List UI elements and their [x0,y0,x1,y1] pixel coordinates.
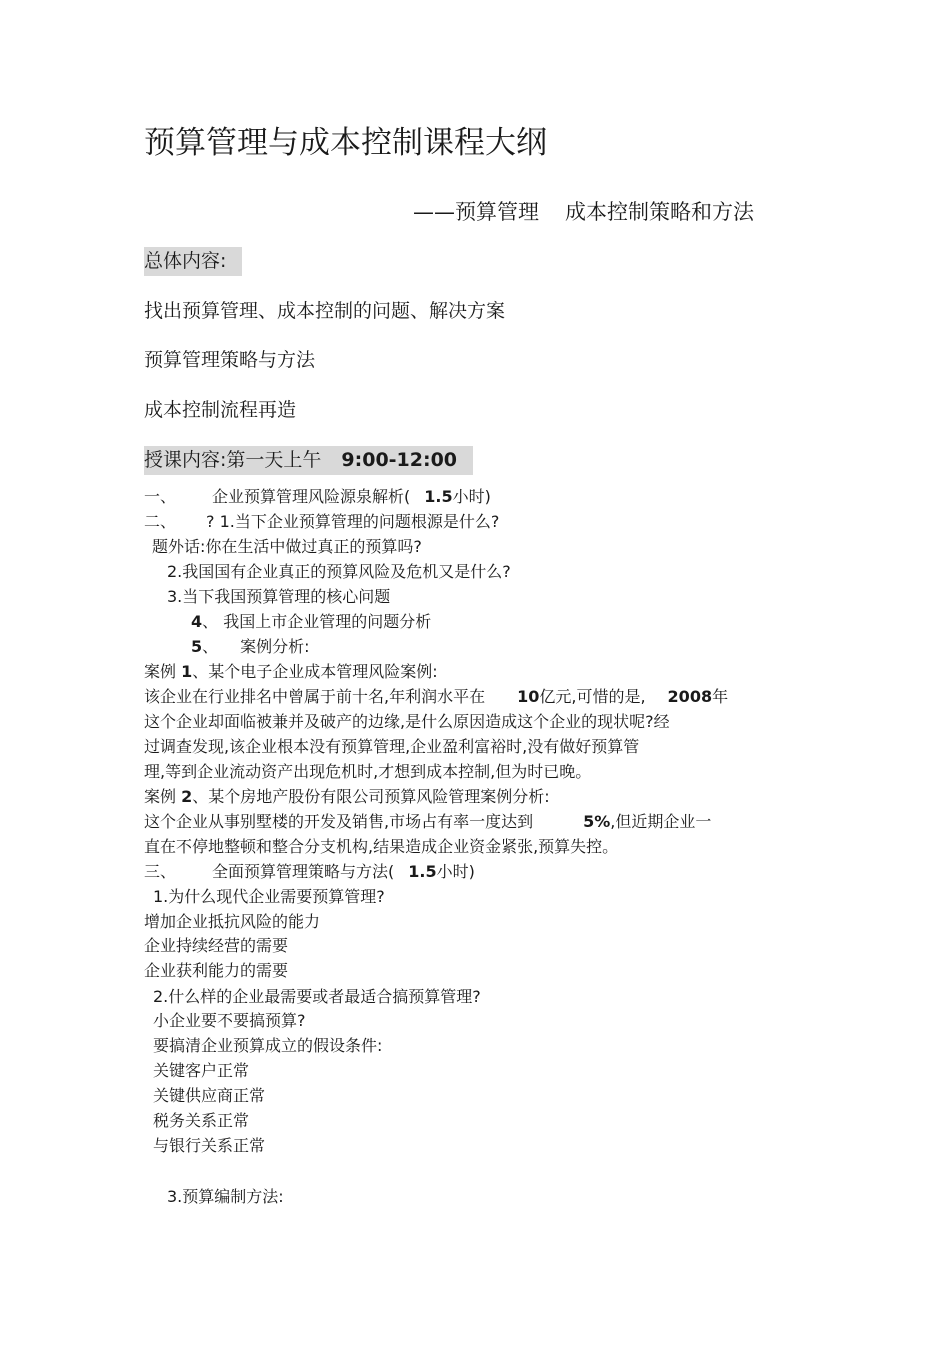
schedule-time: 9:00-12:00 [341,449,458,471]
question-4: 4、 我国上市企业管理的问题分析 [191,612,432,631]
case-2-title: 案例 2、某个房地产股份有限公司预算风险管理案例分析: [144,787,550,806]
section-2: 二、 ? 1.当下企业预算管理的问题根源是什么? [144,512,500,531]
question-5: 5、 案例分析: [191,637,310,656]
schedule-heading [144,451,473,470]
section-3: 三、 全面预算管理策略与方法( 1.5小时) [144,862,475,881]
point-2-conditions: 要搞清企业预算成立的假设条件: [153,1036,383,1055]
point-2-question: 2.什么样的企业最需要或者最适合搞预算管理? [153,987,481,1006]
overall-item: 成本控制流程再造 [144,399,297,421]
case-1-line: 过调查发现,该企业根本没有预算管理,企业盈利富裕时,没有做好预算管 [144,737,640,756]
point-2-item: 关键客户正常 [153,1061,250,1080]
doc-subtitle [413,202,754,223]
point-3-heading: 3.预算编制方法: [167,1187,284,1206]
point-2-item: 与银行关系正常 [153,1136,266,1155]
point-1-item: 企业持续经营的需要 [144,936,289,955]
question-3: 3.当下我国预算管理的核心问题 [167,587,391,606]
point-2-subquestion: 小企业要不要搞预算? [153,1011,306,1030]
section-1: 一、 企业预算管理风险源泉解析( 1.5小时) [144,487,491,506]
point-1-item: 企业获利能力的需要 [144,961,289,980]
case-1-line: 这个企业却面临被兼并及破产的边缘,是什么原因造成这个企业的现状呢?经 [144,712,670,731]
overall-item: 预算管理策略与方法 [144,349,316,371]
point-2-item: 税务关系正常 [153,1111,250,1130]
case-1-line: 该企业在行业排名中曾属于前十名,年利润水平在 10亿元,可惜的是, 2008年 [144,687,729,706]
subtitle-part2: 成本控制策略和方法 [565,200,754,224]
aside-text: 题外话:你在生活中做过真正的预算吗? [152,537,422,556]
subtitle-part1: 预算管理 [455,200,539,224]
point-2-item: 关键供应商正常 [153,1086,266,1105]
case-1-title: 案例 1、某个电子企业成本管理风险案例: [144,662,438,681]
doc-title: 预算管理与成本控制课程大纲 [144,125,547,161]
case-2-line: 这个企业从事别墅楼的开发及销售,市场占有率一度达到 5%,但近期企业一 [144,812,712,831]
schedule-label: 授课内容:第一天上午 [144,449,322,471]
case-2-line: 直在不停地整顿和整合分支机构,结果造成企业资金紧张,预算失控。 [144,837,619,856]
point-1-item: 增加企业抵抗风险的能力 [144,912,321,931]
point-1-question: 1.为什么现代企业需要预算管理? [153,887,385,906]
overall-item: 找出预算管理、成本控制的问题、解决方案 [144,300,506,322]
question-2: 2.我国国有企业真正的预算风险及危机又是什么? [167,562,511,581]
case-1-line: 理,等到企业流动资产出现危机时,才想到成本控制,但为时已晚。 [144,762,592,781]
subtitle-dash: —— [413,200,455,224]
overall-heading: 总体内容: [144,252,242,271]
